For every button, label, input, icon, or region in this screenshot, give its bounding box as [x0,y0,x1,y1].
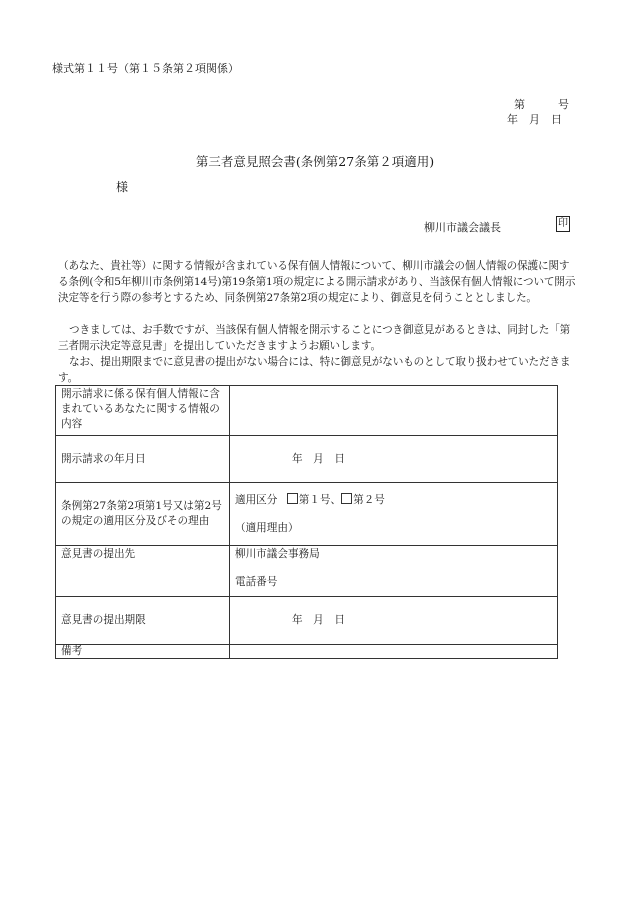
checkbox-option-2[interactable] [341,493,352,504]
table-row [56,483,558,546]
row-label-submission-destination: 意見書の提出先 [56,546,230,597]
checkbox-option-1[interactable] [287,493,298,504]
row-value-info-content[interactable] [230,386,558,436]
reason-label: （適用理由） [235,521,299,534]
row-value-category [230,483,558,546]
row-label-info-content: 開示請求に係る保有個人情報に含まれているあなたに関する情報の内容 [56,386,230,436]
phone-label: 電話番号 [235,576,278,588]
inquiry-table [55,385,558,659]
category-line [235,493,552,508]
form-number: 様式第１１号（第１５条第２項関係） [52,62,239,75]
row-value-remarks[interactable] [230,645,558,659]
body-paragraph-1: （あなた、貴社等）に関する情報が含まれている保有個人情報について、柳川市議会の個人情報の保護に関する条例(令和5年柳川市条例第14号)第19条第1項の規定による開示請求があり、当該保有個人情報について開示決定等を行う際の参考とするため、同条例第27条第2項の規定により、御意見を伺うこととしました。 [58,260,576,304]
document-number: 第 号 [514,98,569,111]
body-paragraph-3: なお、提出期限までに意見書の提出がない場合には、特に御意見がないものとして取り扱わせていただきます。 [58,356,571,384]
row-value-deadline[interactable]: 年 月 日 [230,597,558,645]
option-separator: 、 [330,493,342,506]
option-2-label: 第２号 [353,493,385,506]
row-label-request-date: 開示請求の年月日 [56,436,230,483]
seal-mark: 印 [556,216,570,232]
row-value-request-date[interactable]: 年 月 日 [230,436,558,483]
table-row [56,546,558,597]
document-title: 第三者意見照会書(条例第27条第２項適用) [195,154,435,169]
row-value-submission-destination [230,546,558,597]
table-row [56,436,558,483]
table-row [56,645,558,659]
document-date: 年 月 日 [507,113,562,126]
row-label-remarks: 備考 [56,645,230,659]
category-label: 適用区分 [235,493,278,506]
row-label-deadline: 意見書の提出期限 [56,597,230,645]
addressee-suffix: 様 [116,180,129,194]
row-label-category: 条例第27条第2項第1号又は第2号の規定の適用区分及びその理由 [56,483,230,546]
destination-office: 柳川市議会事務局 [235,548,320,560]
body-paragraph-2: つきましては、お手数ですが、当該保有個人情報を開示することにつき御意見があるときは、同封した「第三者開示決定等意見書」を提出していただきますようお願いします。 [58,324,571,352]
table-row [56,386,558,436]
table-row [56,597,558,645]
option-1-label: 第１号 [298,493,331,506]
sender-name: 柳川市議会議長 [424,221,501,234]
